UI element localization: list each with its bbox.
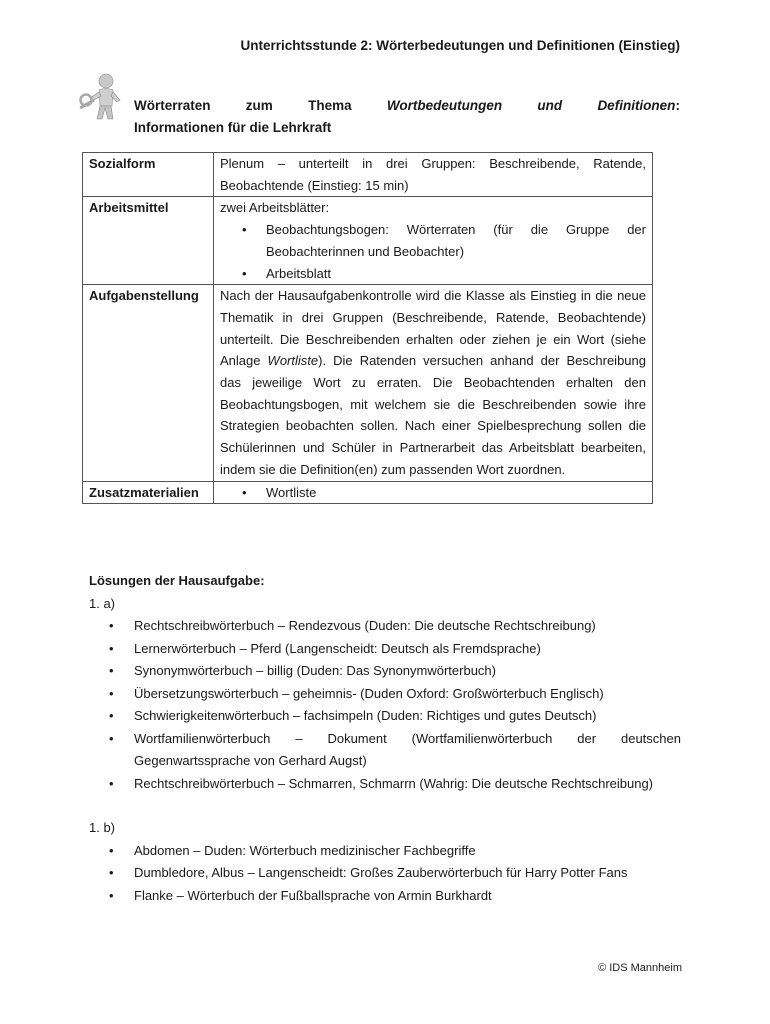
row-label: Aufgabenstellung [83, 285, 214, 481]
row-label: Sozialform [83, 153, 214, 197]
intro-word-italic: und [537, 98, 563, 113]
list-item: • Flanke – Wörterbuch der Fußballsprache von Armin Burkhardt [109, 885, 681, 908]
list-item: • Schwierigkeitenwörterbuch – fachsimpeln (Duden: Richtiges und gutes Deutsch) [109, 705, 681, 728]
list-item: • Synonymwörterbuch – billig (Duden: Das Synonymwörterbuch) [109, 660, 681, 683]
intro-subtitle: Informationen für die Lehrkraft [134, 120, 332, 135]
page-header-title: Unterrichtsstunde 2: Wörterbedeutungen und Definitionen (Einstieg) [240, 38, 680, 53]
part-a-label: 1. a) [89, 595, 116, 611]
intro-colon: : [675, 98, 680, 113]
intro-word: Wörterraten [134, 98, 211, 113]
arbeitsmittel-cell [214, 197, 653, 285]
table-row [83, 285, 653, 481]
solutions-heading: Lösungen der Hausaufgabe: [89, 573, 265, 588]
list-item: • Beobachtungsbogen: Wörterraten (für die Gruppe der Beobachterinnen und Beobachter) [242, 219, 646, 262]
sozialform-text: Plenum – unterteilt in drei Gruppen: Beschreibende, Ratende, Beobachtende (Einstieg: 15 min) [214, 153, 653, 197]
list-item: • Übersetzungswörterbuch – geheimnis- (Duden Oxford: Großwörterbuch Englisch) [109, 683, 681, 706]
intro-word: zum [245, 98, 273, 113]
table-row [83, 153, 653, 197]
aufgabenstellung-text [214, 285, 653, 481]
table-row [83, 197, 653, 285]
list-item: • Dumbledore, Albus – Langenscheidt: Großes Zauberwörterbuch für Harry Potter Fans [109, 862, 681, 885]
zusatzmaterialien-list [220, 482, 646, 504]
list-item: • Wortfamilienwörterbuch – Dokument (Wortfamilienwörterbuch der deutschen Gegenwartssprache von Gerhard Augst) [109, 728, 681, 773]
intro-word-italic: Definitionen [597, 98, 676, 113]
part-b-label: 1. b) [89, 820, 116, 835]
row-label: Arbeitsmittel [83, 197, 214, 285]
text-segment: Nach der Hausaufgabenkontrolle wird die Klasse als Einstieg in die neue Thematik in drei Gruppen (Beschreibende, Ratende, Beobachtende) unterteilt. Die Beschreibenden erhalten oder ziehen je ein Wort (siehe Anlage [220, 288, 646, 369]
footer-copyright: © IDS Mannheim [598, 962, 682, 974]
list-item: • Rechtschreibwörterbuch – Schmarren, Schmarrn (Wahrig: Die deutsche Rechtschreibung) [109, 773, 681, 796]
text-segment: ). Die Ratenden versuchen anhand der Beschreibung das jeweilige Wort zu erraten. Die Beobachtenden erhalten den Beobachtungsbogen, mit welchem sie die Beschreibenden sowie ihre Strategien beobachten sollen. Nach einer Spielbesprechung sollen die Schülerinnen und Schüler in Partnerarbeit das Arbeitsblatt bearbeiten, indem sie die Definition(en) zum passenden Wort zuordnen. [220, 353, 646, 477]
part-b-list [89, 840, 681, 908]
intro-word-italic: Wortbedeutungen [386, 98, 503, 113]
solutions-section [89, 570, 681, 907]
arbeitsmittel-list [220, 219, 646, 284]
arbeitsmittel-intro: zwei Arbeitsblätter: [220, 200, 330, 216]
list-item: • Lernerwörterbuch – Pferd (Langenscheidt: Deutsch als Fremdsprache) [109, 638, 681, 661]
row-label: Zusatzmaterialien [83, 481, 214, 504]
list-item: • Rechtschreibwörterbuch – Rendezvous (Duden: Die deutsche Rechtschreibung) [109, 615, 681, 638]
text-segment-italic: Wortliste [267, 353, 319, 369]
lesson-info-table [82, 152, 653, 504]
list-item: • Wortliste [242, 482, 646, 504]
list-item: • Arbeitsblatt [242, 263, 646, 285]
list-item: • Abdomen – Duden: Wörterbuch medizinischer Fachbegriffe [109, 840, 681, 863]
zusatzmaterialien-cell [214, 481, 653, 504]
person-with-key-icon [78, 72, 130, 122]
table-row [83, 481, 653, 504]
intro-word: Thema [308, 98, 352, 113]
part-a-list [89, 615, 681, 795]
intro-heading [134, 95, 680, 139]
